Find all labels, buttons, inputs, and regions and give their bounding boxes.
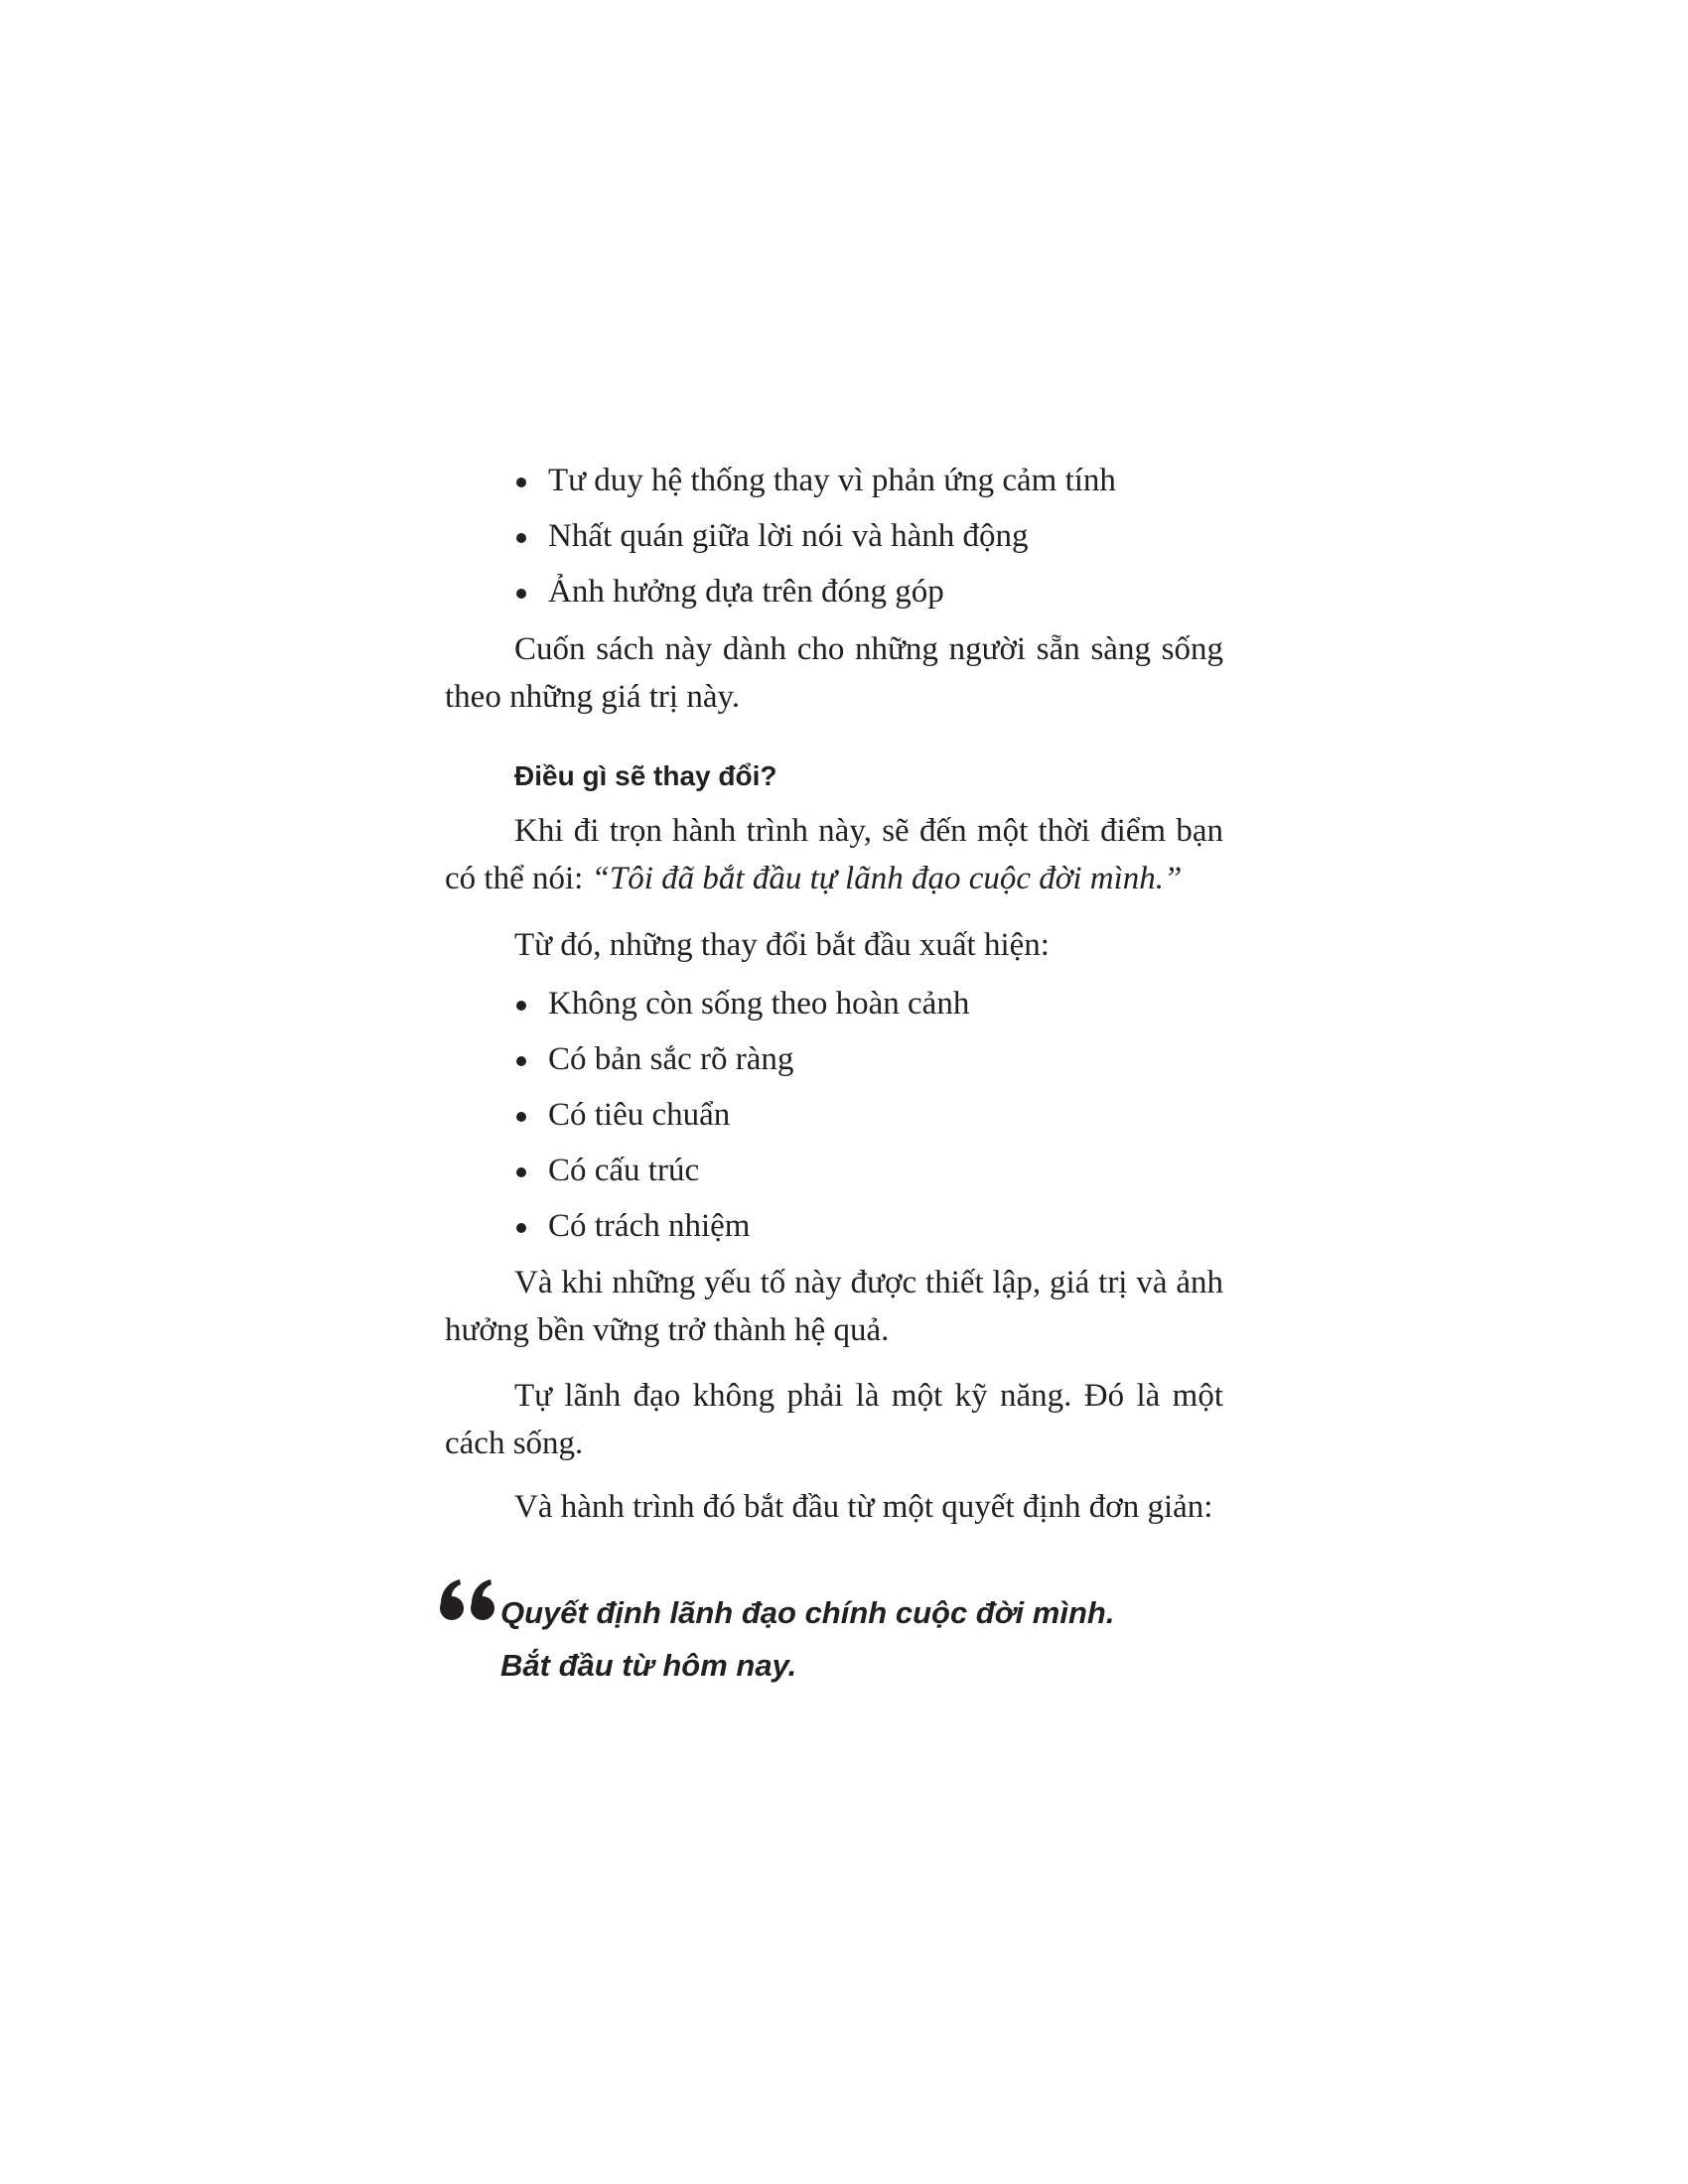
list-item-text: Có cấu trúc <box>548 1153 700 1188</box>
list-item-text: Có trách nhiệm <box>548 1208 751 1244</box>
pull-quote-line-1: Quyết định lãnh đạo chính cuộc đời mình. <box>500 1595 1115 1630</box>
section-paragraph-1 <box>445 807 1223 902</box>
list-item <box>445 1038 1223 1080</box>
bullet-icon <box>516 478 526 487</box>
bullet-icon <box>516 533 526 543</box>
bullet-icon <box>516 1001 526 1011</box>
list-item <box>445 1205 1223 1247</box>
bullet-icon <box>516 589 526 599</box>
list-item <box>445 1094 1223 1136</box>
list-item-text: Không còn sống theo hoàn cảnh <box>548 986 970 1022</box>
paragraph-5-block <box>445 1483 1223 1531</box>
section-heading: Điều gì sẽ thay đổi? <box>514 760 777 791</box>
section-paragraph-1-block <box>445 807 1223 902</box>
bullet-icon <box>516 1223 526 1233</box>
list-item <box>445 460 1223 501</box>
list-item <box>445 1150 1223 1191</box>
intro-paragraph: Cuốn sách này dành cho những người sẵn sàng sống theo những giá trị này. <box>445 631 1223 715</box>
list-item-text: Có tiêu chuẩn <box>548 1097 731 1133</box>
pull-quote-line-2: Bắt đầu từ hôm nay. <box>500 1648 797 1683</box>
section-paragraph-2-block <box>445 921 1223 969</box>
list-item <box>445 983 1223 1024</box>
list-item <box>445 571 1223 613</box>
paragraph-4-block <box>445 1372 1223 1467</box>
values-list <box>445 460 1223 613</box>
paragraph-3: Và khi những yếu tố này được thiết lập, giá trị và ảnh hưởng bền vững trở thành hệ quả. <box>445 1265 1223 1348</box>
values-list-block <box>445 460 1223 626</box>
bullet-icon <box>516 1056 526 1066</box>
section-paragraph-2: Từ đó, những thay đổi bắt đầu xuất hiện: <box>514 927 1050 963</box>
pull-quote <box>500 1586 1114 1692</box>
section-paragraph-1-lead: Khi đi trọn hành trình này, sẽ đến một thời điểm bạn có thể nói: <box>445 813 1223 896</box>
section-paragraph-1-quote: “Tôi đã bắt đầu tự lãnh đạo cuộc đời mình.” <box>591 861 1183 896</box>
list-item <box>445 515 1223 557</box>
paragraph-4: Tự lãnh đạo không phải là một kỹ năng. Đó là một cách sống. <box>445 1378 1223 1461</box>
changes-list-block <box>445 983 1223 1261</box>
bullet-icon <box>516 1112 526 1122</box>
list-item-text: Tư duy hệ thống thay vì phản ứng cảm tính <box>548 463 1116 498</box>
paragraph-5: Và hành trình đó bắt đầu từ một quyết định đơn giản: <box>514 1489 1213 1525</box>
changes-list <box>445 983 1223 1247</box>
bullet-icon <box>516 1167 526 1177</box>
intro-paragraph-block <box>445 625 1223 721</box>
quote-open-icon <box>439 1576 496 1622</box>
paragraph-3-block <box>445 1259 1223 1354</box>
list-item-text: Nhất quán giữa lời nói và hành động <box>548 518 1029 554</box>
list-item-text: Ảnh hưởng dựa trên đóng góp <box>548 574 944 610</box>
list-item-text: Có bản sắc rõ ràng <box>548 1041 794 1077</box>
